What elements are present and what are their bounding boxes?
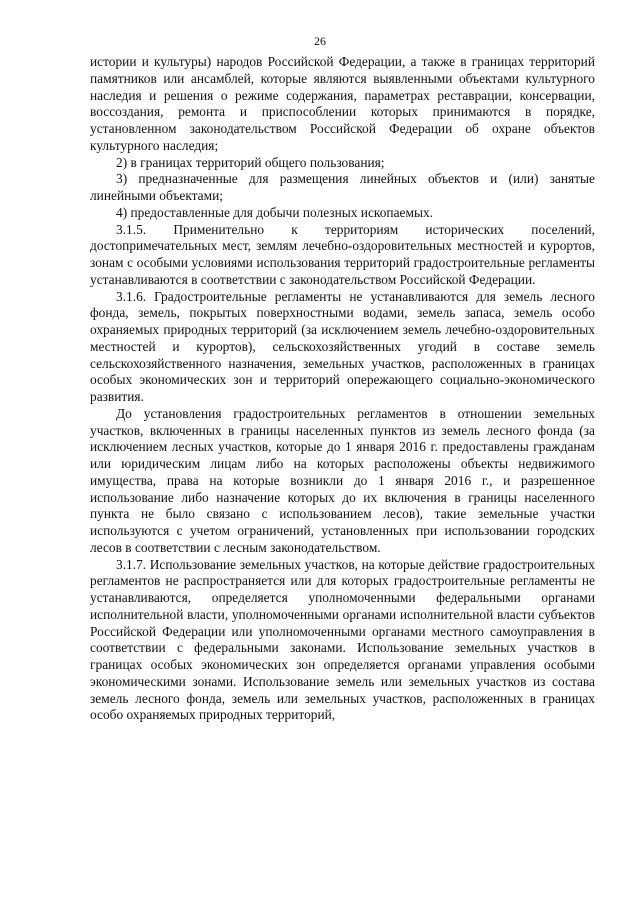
document-body <box>90 54 595 724</box>
clause-3-1-6: 3.1.6. Градостроительные регламенты не устанавливаются для земель лесного фонда, земель, покрытых поверхностными водами, земель запаса, земель особо охраняемых природных территорий (за исключением земель лечебно-оздоровительных местностей и курортов), сельскохозяйственных угодий в составе земель сельскохозяйственного назначения, земельных участков, расположенных в границах особых экономических зон и территорий опережающего социально-экономического развития. <box>90 288 595 404</box>
page-number: 26 <box>314 34 326 48</box>
list-item-2: 2) в границах территорий общего пользования; <box>116 154 385 170</box>
clause-3-1-7: 3.1.7. Использование земельных участков, на которые действие градостроительных регламентов не распространяется или для которых градостроительные регламенты не устанавливаются, определяется уполномоченными федеральными органами исполнительной власти, уполномоченными органами исполнительной власти субъектов Российской Федерации или уполномоченными органами местного самоуправления в соответствии с федеральными законами. Использование земельных участков в границах особых экономических зон определяется органами управления особыми экономическими зонами. Использование земель или земельных участков из состава земель лесного фонда, земель или земельных участков, расположенных в границах особо охраняемых природных территорий, <box>90 556 595 723</box>
list-item-4: 4) предоставленные для добычи полезных ископаемых. <box>116 204 434 220</box>
paragraph-forest-lands: До установления градостроительных регламентов в отношении земельных участков, включенных в границы населенных пунктов из земель лесного фонда (за исключением лесных участков, которые до 1 января 2016 г. предоставлены гражданам или юридическим лицам либо на которых расположены объекты недвижимого имущества, права на которые возникли до 1 января 2016 г., и разрешенное использование либо назначение которых до их включения в границы населенного пункта не было связано с использованием лесов), такие земельные участки используются с учетом ограничений, установленных при использовании городских лесов в соответствии с лесным законодательством. <box>90 405 595 555</box>
list-item-3: 3) предназначенные для размещения линейных объектов и (или) занятые линейными объектами; <box>90 171 595 203</box>
paragraph-continuation: истории и культуры) народов Российской Федерации, а также в границах территорий памятников или ансамблей, которые являются выявленными объектами культурного наследия и решения о режиме содержания, параметрах реставрации, консервации, воссоздания, ремонта и приспособлении которых принимаются в порядке, установленном законодательством Российской Федерации об охране объектов культурного наследия; <box>90 54 595 153</box>
clause-3-1-5: 3.1.5. Применительно к территориям исторических поселений, достопримечательных мест, землям лечебно-оздоровительных местностей и курортов, зонам с особыми условиями использования территорий градостроительные регламенты устанавливаются в соответствии с законодательством Российской Федерации. <box>90 221 595 287</box>
